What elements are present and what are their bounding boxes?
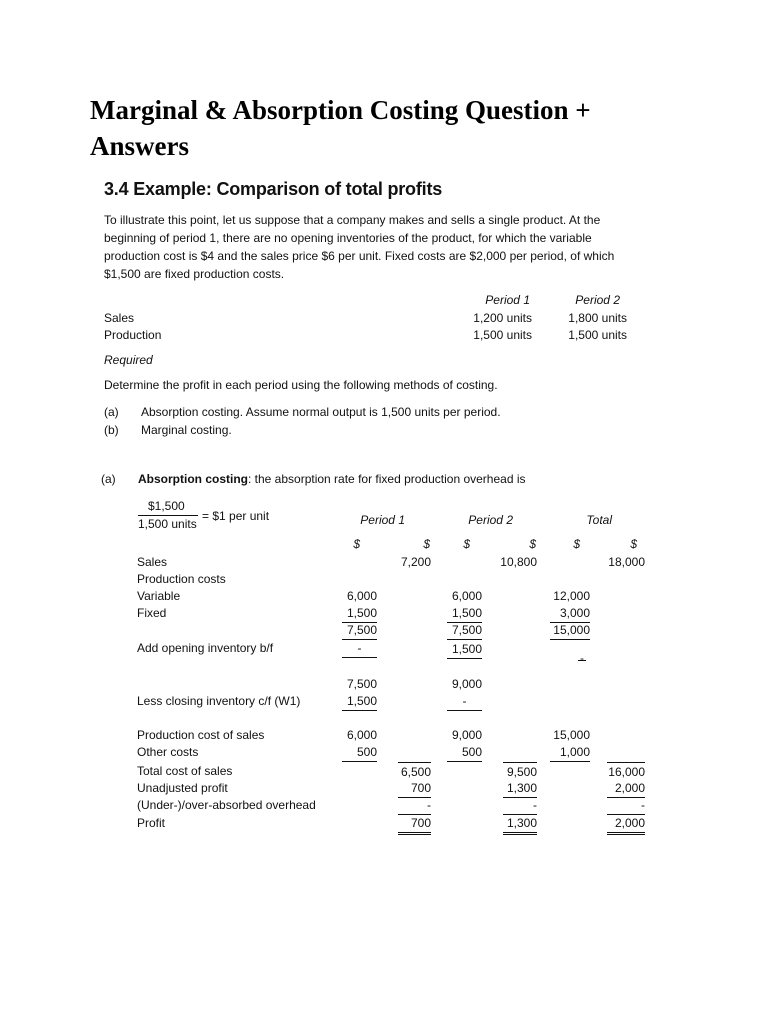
row-label: (Under-)/over-absorbed overhead — [137, 798, 316, 812]
cell-ta: 1,000 — [550, 743, 590, 762]
cell-p2a: - — [447, 692, 482, 711]
cell-tb: 2,000 — [607, 779, 645, 798]
currency-header: $ — [353, 537, 360, 551]
example-row-label: Sales — [104, 311, 135, 325]
cell-p1a: 7,500 — [342, 621, 377, 640]
cell-p1a: 1,500 — [342, 692, 377, 711]
solution-lead-rest: : the absorption rate for fixed production overhead is — [248, 472, 526, 486]
cell-p1b: 7,200 — [400, 555, 431, 569]
cell-p2a: 500 — [447, 743, 482, 762]
row-label: Profit — [137, 816, 166, 830]
required-instruction: Determine the profit in each period using the following methods of costing. — [104, 378, 498, 392]
cell-p2a: 6,000 — [451, 589, 482, 603]
col-period1-header: Period 1 — [485, 293, 530, 307]
fraction-denominator: 1,500 units — [138, 517, 197, 531]
row-label: Fixed — [137, 606, 167, 620]
cell-ta: 3,000 — [550, 604, 590, 623]
cell-p2b: 10,800 — [500, 555, 537, 569]
row-label: Production costs — [137, 572, 226, 586]
cell-p2b: - — [503, 796, 537, 815]
cell-p2a: 1,500 — [447, 604, 482, 623]
cell-tb: 16,000 — [607, 762, 645, 781]
example-cell: 1,500 units — [473, 328, 532, 342]
row-label: Other costs — [137, 745, 199, 759]
required-item-text: Absorption costing. Assume normal output is 1,500 units per period. — [141, 405, 501, 419]
cell-p1a: 6,000 — [346, 589, 377, 603]
row-label: Sales — [137, 555, 168, 569]
cell-p1b: - — [398, 796, 431, 815]
cell-tb: - — [607, 796, 645, 815]
cell-tb: 2,000 — [607, 814, 645, 835]
cell-p2b: 9,500 — [503, 762, 537, 781]
cell-p2b: 1,300 — [503, 814, 537, 835]
document-title: Marginal & Absorption Costing Question + Answers — [90, 95, 591, 161]
header-period2: Period 2 — [468, 513, 513, 527]
cell-ta: 15,000 — [550, 621, 590, 640]
solution-lead-bold: Absorption costing — [138, 472, 248, 486]
cell-p1a: 6,000 — [346, 728, 377, 742]
row-label: Less closing inventory c/f (W1) — [137, 694, 301, 708]
example-cell: 1,200 units — [473, 311, 532, 325]
cell-p1a: 500 — [342, 743, 377, 762]
solution-marker: (a) — [101, 472, 116, 486]
cell-p2b: 1,300 — [503, 779, 537, 798]
cell-ta: 15,000 — [553, 728, 590, 742]
cell-p1b: 700 — [398, 814, 431, 835]
fraction-numerator: $1,500 — [148, 499, 185, 513]
cell-p2a: 7,500 — [451, 623, 482, 637]
required-item-marker: (a) — [104, 405, 119, 419]
cell-p1a: 7,500 — [346, 677, 377, 691]
cell-ta: 12,000 — [553, 589, 590, 603]
col-period2-header: Period 2 — [575, 293, 620, 307]
row-label: Variable — [137, 589, 181, 603]
intro-paragraph: To illustrate this point, let us suppose that a company makes and sells a single product. At the beginning of period 1, there are no opening inventories of the product, for which the variable production cost is $4 and the sales price $6 per unit. Fixed costs are $2,000 per period, of which $1,500 are fixed production costs. — [104, 213, 615, 281]
cell-p1a: - — [342, 639, 377, 658]
solution-lead — [138, 470, 526, 488]
cell-p1b: 6,500 — [398, 762, 431, 781]
row-label: Production cost of sales — [137, 728, 265, 742]
cell-p2a: 9,000 — [451, 677, 482, 691]
example-cell: 1,800 units — [568, 311, 627, 325]
currency-header: $ — [423, 537, 430, 551]
currency-header: $ — [630, 537, 637, 551]
cell-p1a: 1,500 — [342, 604, 377, 623]
section-heading: 3.4 Example: Comparison of total profits — [104, 179, 443, 199]
currency-header: $ — [463, 537, 470, 551]
cell-p2a: 9,000 — [451, 728, 482, 742]
header-total: Total — [586, 513, 612, 527]
required-heading: Required — [104, 353, 153, 367]
cell-p2a: 1,500 — [447, 639, 482, 659]
cell-tb: 18,000 — [608, 555, 645, 569]
fraction-result: = $1 per unit — [202, 509, 270, 523]
row-label: Add opening inventory b/f — [137, 641, 274, 655]
example-row-label: Production — [104, 328, 162, 342]
currency-header: $ — [529, 537, 536, 551]
row-label: Unadjusted profit — [137, 781, 228, 795]
currency-header: $ — [573, 537, 580, 551]
required-item-marker: (b) — [104, 423, 119, 437]
cell-p1b: 700 — [398, 779, 431, 798]
cell-ta: - — [580, 651, 584, 665]
header-period1: Period 1 — [360, 513, 405, 527]
row-label: Total cost of sales — [137, 764, 233, 778]
required-item-text: Marginal costing. — [141, 423, 232, 437]
example-cell: 1,500 units — [568, 328, 627, 342]
